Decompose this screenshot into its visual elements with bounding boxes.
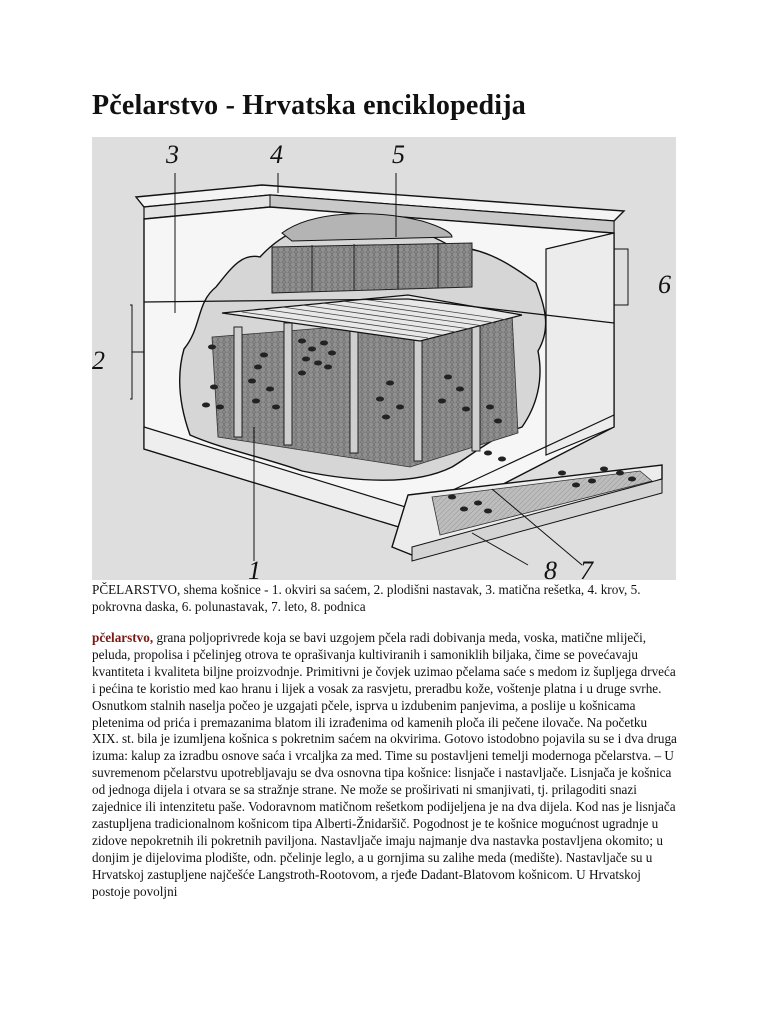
label-4: 4 (270, 140, 283, 169)
label-1: 1 (248, 556, 261, 580)
article-lemma[interactable]: pčelarstvo, (92, 630, 154, 645)
article-body (92, 630, 677, 901)
label-5: 5 (392, 140, 405, 169)
figure-caption: PČELARSTVO, shema košnice - 1. okviri sa saćem, 2. plodišni nastavak, 3. matična rešetka, 4. krov, 5. pokrovna daska, 6. polunastavak, 7. leto, 8. podnica (92, 582, 641, 614)
article-text: grana poljoprivrede koja se bavi uzgojem pčela radi dobivanja meda, voska, matične mliječi, peluda, propolisa i pčelinjeg otrova te oprašivanja kultiviranih i samoniklih biljaka, čime se povećavaju kvantiteta i kvaliteta biljne proizvodnje. Primitivni je čovjek uzimao pčelama saće s medom iz šupljega drveća i pećina te koristio med kao hranu i lijek a vosak za rasvjetu, preradbu kože, voštenje platna i u druge svrhe. Osnutkom stalnih naselja počeo je uzgajati pčele, isprva u izdubenim panjevima, a poslije u košnicama pletenima od prića i premazanima blatom ili izrađenima od kamenih ploča ili pečene ilovače. Na početku XIX. st. bila je izumljena košnica s pokretnim saćem na okvirima. Gotovo istodobno pojavila su se i dva druga izuma: kalup za izradbu osnove saća i vrcaljka za med. Time su postavljeni temelji modernoga pčelarstva. – U suvremenom pčelarstvu upotrebljavaju se dva osnovna tipa košnice: lisnjače i nastavljače. Lisnjača je košnica od jednoga dijela i otvara se sa stražnje strane. Ne može se proširivati ni smanjivati, tj. prilagoditi snazi zajednice ili intenzitetu paše. Vodoravnom matičnom rešetkom podijeljena je na dva dijela. Kod nas je lisnjača zastupljena tradicionalnom košnicom tipa Alberti-Žnidaršič. Pogodnost je te košnice mogućnost ugradnje u zidove nepokretnih ili pokretnih paviljona. Nastavljače imaju najmanje dva nastavka postavljena okomito; u donjim je dijelovima plodište, odn. pčelinje leglo, a u gornjima su zalihe meda (medište). Nastavljače su u Hrvatskoj zastupljene najčešće Langstroth-Rootovom, a rjeđe Dadant-Blatovom košnicom. U Hrvatskoj postoje povoljni (92, 630, 677, 899)
page-title: Pčelarstvo - Hrvatska enciklopedija (92, 90, 526, 121)
beehive-diagram (92, 137, 676, 580)
label-8: 8 (544, 556, 557, 580)
label-2: 2 (92, 346, 105, 375)
label-3: 3 (166, 140, 179, 169)
label-7: 7 (580, 556, 593, 580)
label-6: 6 (658, 270, 671, 299)
